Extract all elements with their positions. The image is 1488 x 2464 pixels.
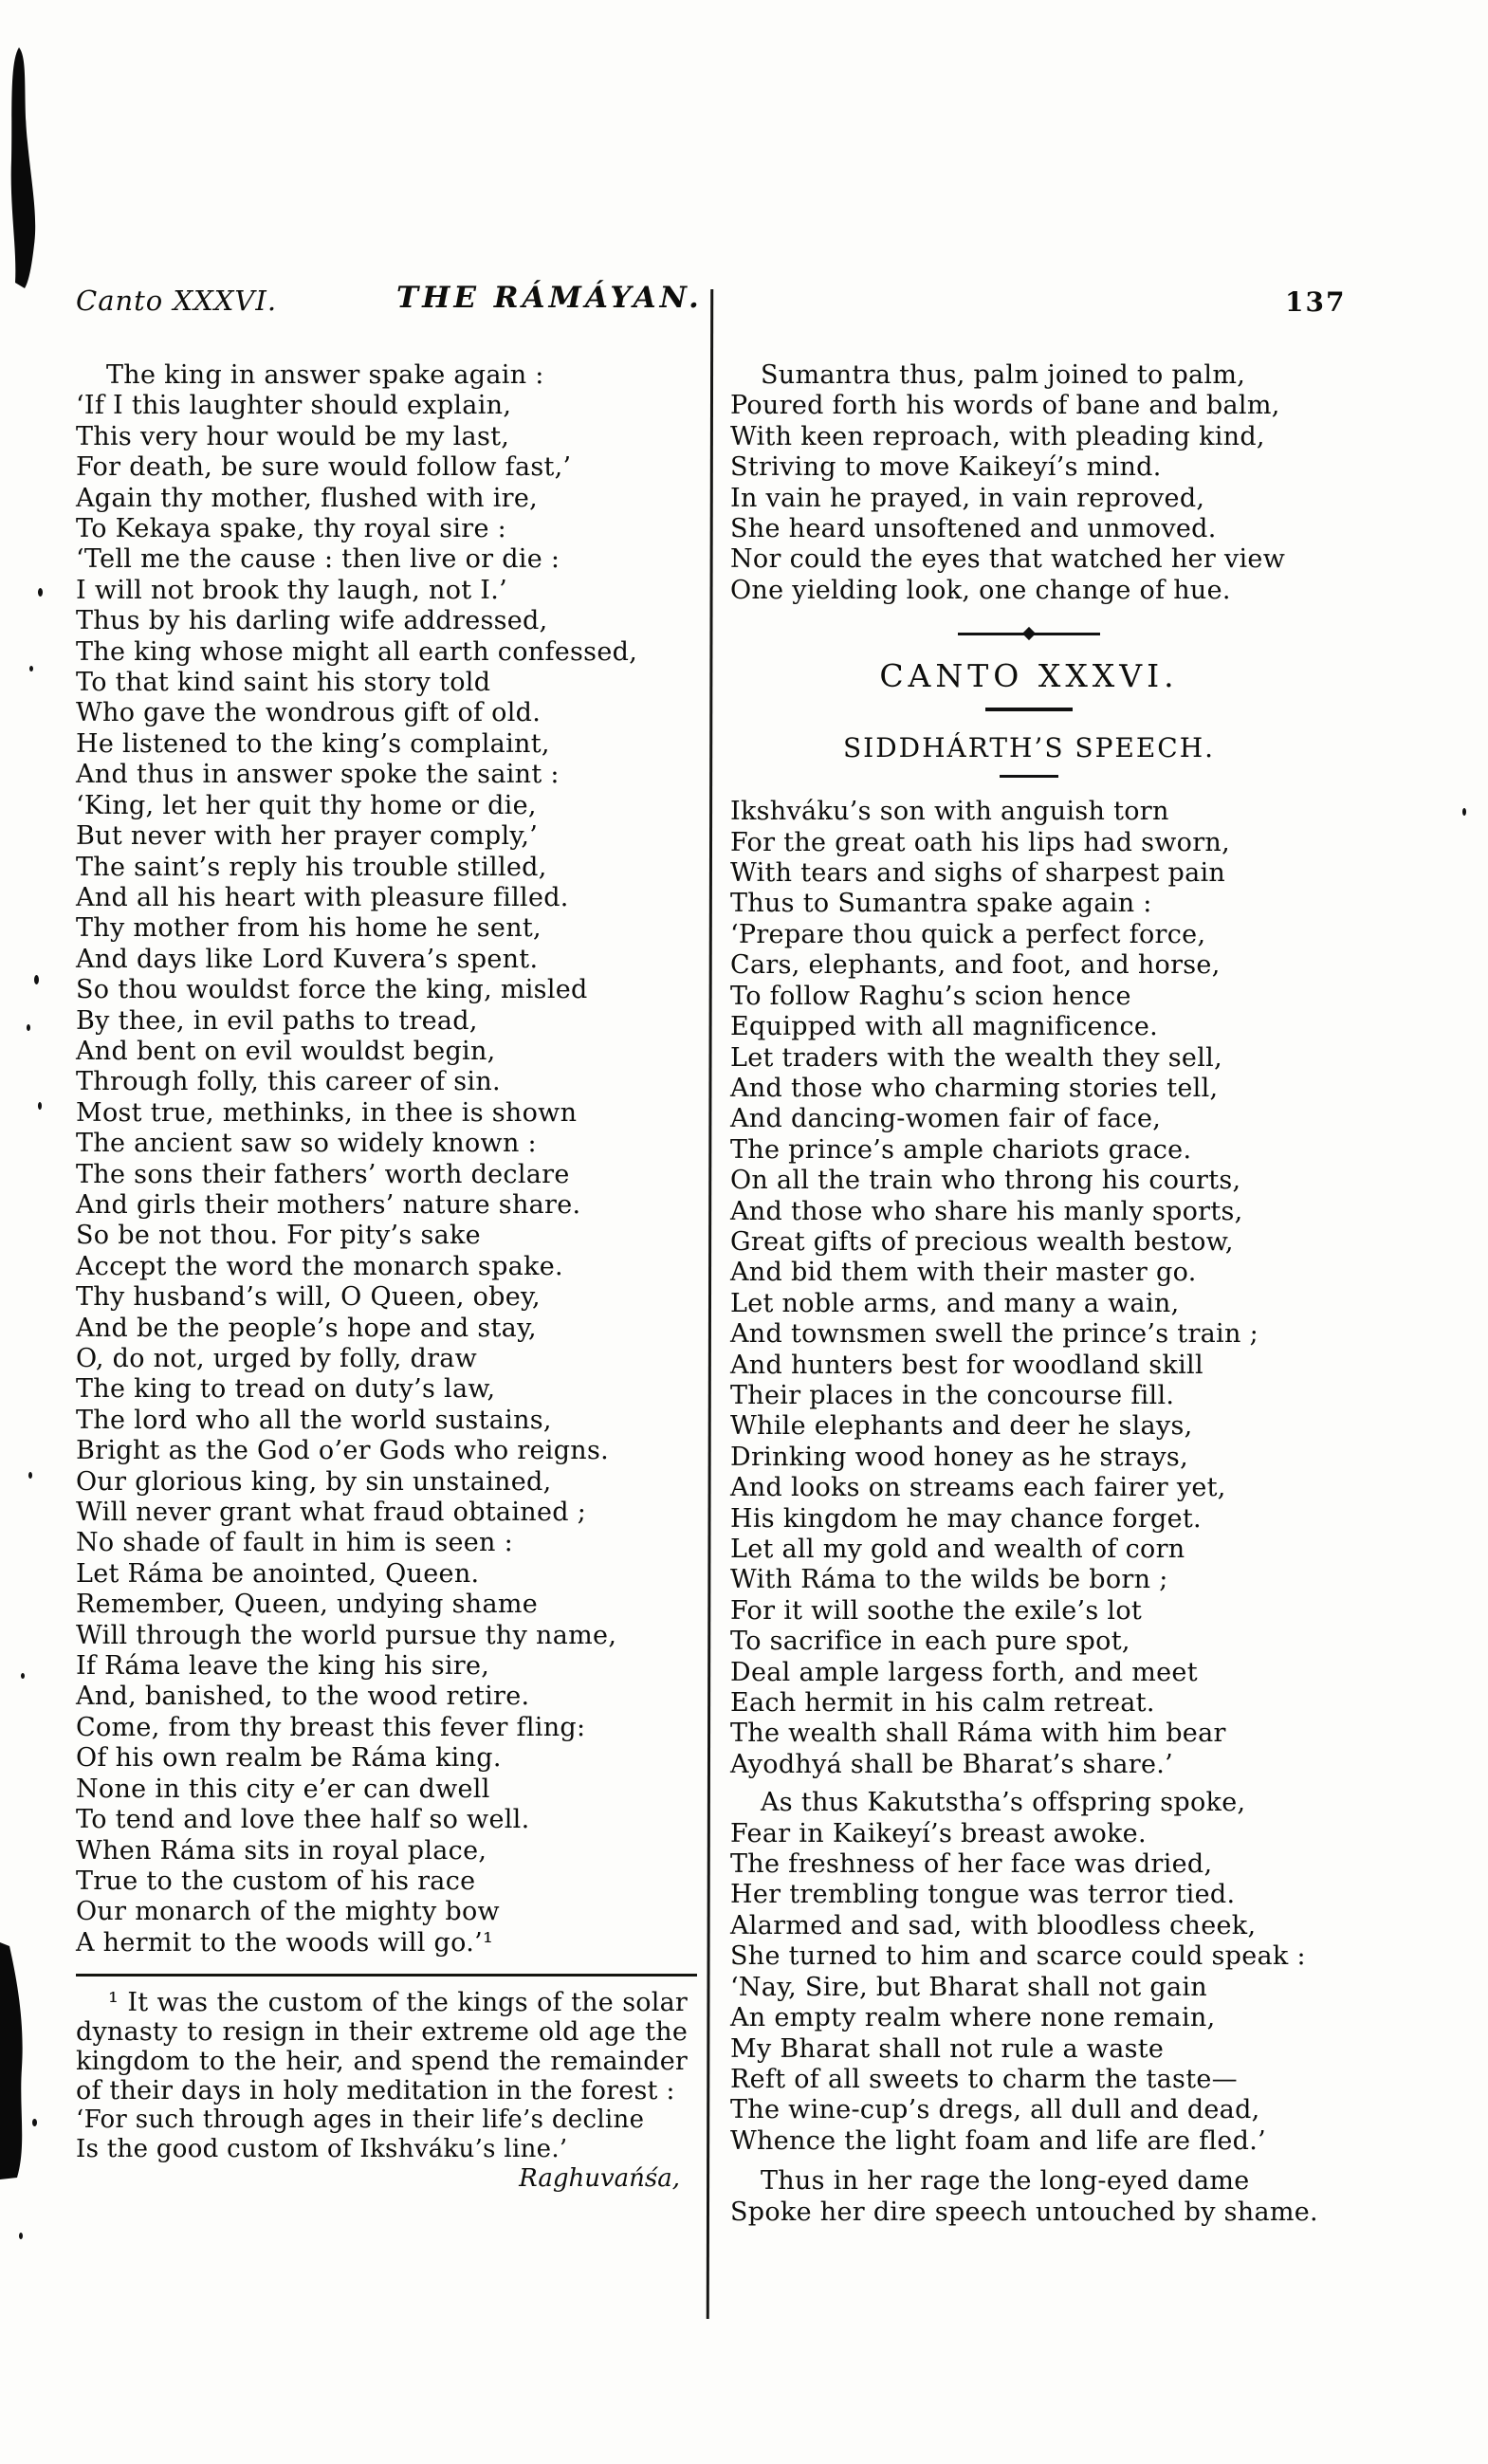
- verse-line: None in this city e’er can dwell: [76, 1774, 490, 1804]
- ink-speck: [38, 588, 43, 597]
- speech-poem: [730, 797, 1328, 1780]
- verse-line: This very hour would be my last,: [76, 421, 510, 451]
- verse-line: And all his heart with pleasure filled.: [76, 882, 569, 912]
- verse-line: Equipped with all magnificence.: [730, 1012, 1159, 1042]
- ink-speck: [1462, 808, 1466, 816]
- footnote-verse: [76, 2105, 707, 2164]
- verse-line: To sacrifice in each pure spot,: [730, 1627, 1130, 1657]
- verse-line: ‘King, let her quit thy home or die,: [76, 790, 537, 820]
- verse-line: With tears and sighs of sharpest pain: [730, 858, 1226, 889]
- verse-line: When Ráma sits in royal place,: [76, 1835, 487, 1866]
- right-column: [730, 360, 1328, 2228]
- verse-line: ‘For such through ages in their life’s decline: [76, 2105, 645, 2135]
- verse-line: The wine-cup’s dregs, all dull and dead,: [730, 2095, 1260, 2125]
- ornament-diamond: [1022, 627, 1036, 640]
- verse-line: Great gifts of precious wealth bestow,: [730, 1226, 1234, 1257]
- verse-line: For death, be sure would follow fast,’: [76, 452, 572, 483]
- verse-line: So be not thou. For pity’s sake: [76, 1221, 481, 1251]
- verse-line: And looks on streams each fairer yet,: [730, 1473, 1226, 1503]
- canto-heading: CANTO XXXVI.: [879, 657, 1179, 695]
- verse-line: The lord who all the world sustains,: [76, 1405, 552, 1435]
- verse-line: Our monarch of the mighty bow: [76, 1897, 500, 1927]
- verse-line: Spoke her dire speech untouched by shame.: [730, 2197, 1318, 2227]
- verse-line: Let all my gold and wealth of corn: [730, 1535, 1185, 1564]
- verse-line: Accept the word the monarch spake.: [76, 1251, 563, 1281]
- verse-line: Fear in Kaikeyí’s breast awoke.: [730, 1818, 1147, 1848]
- verse-line: To Kekaya spake, thy royal sire :: [76, 514, 507, 544]
- verse-line: And girls their mothers’ nature share.: [76, 1189, 581, 1220]
- verse-line: Alarmed and sad, with bloodless cheek,: [730, 1910, 1257, 1940]
- verse-line: While elephants and deer he slays,: [730, 1411, 1193, 1442]
- verse-line: Thus by his darling wife addressed,: [76, 606, 548, 636]
- verse-line: True to the custom of his race: [76, 1866, 476, 1896]
- verse-line: Let traders with the wealth they sell,: [730, 1042, 1222, 1073]
- verse-line: With keen reproach, with pleading kind,: [730, 421, 1265, 451]
- verse-line: Deal ample largess forth, and meet: [730, 1657, 1198, 1687]
- footnote-paragraph: ¹ It was the custom of the kings of the solar dynasty to resign in their extreme old age the kingdom to the heir, and spend the remainder of their days in holy meditation in the forest :: [76, 1988, 688, 2106]
- header-canto-label: Canto XXXVI.: [76, 285, 278, 317]
- verse-line: To that kind saint his story told: [76, 668, 491, 698]
- footnote-attribution: Raghuvańśa,: [519, 2164, 680, 2194]
- verse-line: And thus in answer spoke the saint :: [76, 760, 560, 790]
- verse-line: On all the train who throng his courts,: [730, 1166, 1241, 1196]
- verse-line: Their places in the concourse fill.: [730, 1380, 1175, 1410]
- verse-line: For the great oath his lips had sworn,: [730, 827, 1230, 857]
- verse-line: And hunters best for woodland skill: [730, 1350, 1203, 1380]
- verse-line: Cars, elephants, and foot, and horse,: [730, 950, 1221, 981]
- verse-line: And those who share his manly sports,: [730, 1196, 1243, 1226]
- verse-line: Bright as the God o’er Gods who reigns.: [76, 1436, 610, 1466]
- verse-line: And townsmen swell the prince’s train ;: [730, 1319, 1258, 1350]
- verse-line: Remember, Queen, undying shame: [76, 1590, 539, 1620]
- verse-line: She heard unsoftened and unmoved.: [730, 514, 1217, 544]
- verse-line: Thy husband’s will, O Queen, obey,: [76, 1282, 541, 1313]
- verse-line: Striving to move Kaikeyí’s mind.: [730, 452, 1162, 483]
- ink-speck: [19, 2233, 23, 2239]
- verse-line: Thy mother from his home he sent,: [76, 913, 542, 944]
- verse-line: The prince’s ample chariots grace.: [730, 1134, 1192, 1165]
- scan-artifact-bottom-left: [0, 1942, 40, 2179]
- ink-speck: [34, 975, 39, 984]
- verse-line: To follow Raghu’s scion hence: [730, 981, 1131, 1011]
- ink-speck: [21, 1673, 25, 1679]
- verse-line: The ancient saw so widely known :: [76, 1129, 537, 1159]
- verse-line: Will never grant what fraud obtained ;: [76, 1498, 587, 1528]
- verse-line: And those who charming stories tell,: [730, 1073, 1219, 1103]
- verse-line: Ayodhyá shall be Bharat’s share.’: [730, 1749, 1174, 1779]
- verse-line: The king to tread on duty’s law,: [76, 1374, 496, 1405]
- verse-line: Is the good custom of Ikshváku’s line.’: [76, 2135, 568, 2164]
- scan-artifact-top-left: [4, 46, 53, 292]
- verse-line: Of his own realm be Ráma king.: [76, 1743, 502, 1774]
- verse-line: And bid them with their master go.: [730, 1258, 1197, 1288]
- ink-speck: [27, 1024, 30, 1031]
- verse-line: Through folly, this career of sin.: [76, 1067, 501, 1097]
- verse-line: ‘If I this laughter should explain,: [76, 391, 512, 421]
- verse-line: And bent on evil wouldst begin,: [76, 1036, 496, 1066]
- verse-line: Poured forth his words of bane and balm,: [730, 391, 1280, 421]
- verse-line: By thee, in evil paths to tread,: [76, 1005, 478, 1036]
- speech-heading: SIDDHÁRTH’S SPEECH.: [842, 732, 1216, 764]
- verse-line: And dancing-women fair of face,: [730, 1104, 1162, 1134]
- verse-line: He listened to the king’s complaint,: [76, 728, 550, 759]
- verse-line: The king in answer spake again :: [106, 360, 544, 390]
- verse-line: Thus to Sumantra spake again :: [730, 889, 1152, 919]
- verse-line: With Ráma to the wilds be born ;: [730, 1565, 1168, 1595]
- verse-line: One yielding look, one change of hue.: [730, 575, 1231, 605]
- verse-line: Nor could the eyes that watched her view: [730, 544, 1286, 575]
- verse-line: Let noble arms, and many a wain,: [730, 1288, 1180, 1318]
- verse-line: Our glorious king, by sin unstained,: [76, 1466, 552, 1497]
- footnote-rule: [76, 1974, 697, 1977]
- speech-heading-rule: [1000, 775, 1058, 778]
- verse-line: The freshness of her face was dried,: [730, 1849, 1213, 1880]
- left-poem: [76, 360, 707, 1958]
- canto-heading-rule: [985, 708, 1073, 711]
- verse-line: As thus Kakutstha’s offspring spoke,: [761, 1788, 1246, 1818]
- verse-line: Again thy mother, flushed with ire,: [76, 483, 539, 513]
- header-book-title: THE RÁMÁYAN.: [396, 281, 703, 315]
- ink-speck: [32, 2119, 37, 2126]
- ink-speck: [28, 1472, 32, 1479]
- verse-line: O, do not, urged by folly, draw: [76, 1344, 478, 1373]
- verse-line: So thou wouldst force the king, misled: [76, 975, 588, 1005]
- ink-speck: [29, 666, 33, 671]
- verse-line: To tend and love thee half so well.: [76, 1805, 530, 1835]
- verse-line: I will not brook thy laugh, not I.’: [76, 575, 508, 605]
- verse-line: Who gave the wondrous gift of old.: [76, 698, 542, 728]
- verse-line: Will through the world pursue thy name,: [76, 1620, 617, 1650]
- left-column: [76, 360, 707, 2194]
- verse-line: And days like Lord Kuvera’s spent.: [76, 944, 539, 974]
- verse-line: Whence the light foam and life are fled.’: [730, 2125, 1266, 2156]
- verse-line: Sumantra thus, palm joined to palm,: [761, 360, 1246, 390]
- ink-speck: [38, 1102, 42, 1110]
- verse-line: His kingdom he may chance forget.: [730, 1503, 1202, 1534]
- right-opening-poem: [730, 360, 1328, 606]
- page-number: 137: [1285, 286, 1347, 318]
- verse-line: Ikshváku’s son with anguish torn: [730, 797, 1169, 827]
- reaction-poem: [730, 1788, 1328, 2157]
- column-divider-rule: [707, 289, 713, 2319]
- verse-line: Most true, methinks, in thee is shown: [76, 1097, 578, 1128]
- verse-line: No shade of fault in him is seen :: [76, 1528, 513, 1558]
- verse-line: My Bharat shall not rule a waste: [730, 2033, 1165, 2064]
- verse-line: A hermit to the woods will go.’¹: [76, 1927, 494, 1958]
- verse-line: Thus in her rage the long-eyed dame: [761, 2166, 1250, 2197]
- verse-line: ‘Tell me the cause : then live or die :: [76, 544, 560, 575]
- verse-line: ‘Nay, Sire, but Bharat shall not gain: [730, 1972, 1207, 2002]
- verse-line: Her trembling tongue was terror tied.: [730, 1880, 1236, 1910]
- verse-line: ‘Prepare thou quick a perfect force,: [730, 919, 1206, 949]
- verse-line: If Ráma leave the king his sire,: [76, 1651, 490, 1682]
- verse-line: The sons their fathers’ worth declare: [76, 1159, 570, 1189]
- verse-line: But never with her prayer comply,’: [76, 821, 539, 852]
- verse-line: Come, from thy breast this fever fling:: [76, 1712, 586, 1742]
- closing-poem: [730, 2166, 1328, 2228]
- verse-line: Drinking wood honey as he strays,: [730, 1442, 1188, 1472]
- verse-line: An empty realm where none remain,: [730, 2003, 1216, 2033]
- verse-line: The king whose might all earth confessed,: [76, 636, 638, 667]
- verse-line: And, banished, to the wood retire.: [76, 1682, 530, 1712]
- verse-line: The saint’s reply his trouble stilled,: [76, 852, 547, 882]
- verse-line: For it will soothe the exile’s lot: [730, 1595, 1143, 1626]
- verse-line: The wealth shall Ráma with him bear: [730, 1719, 1226, 1749]
- verse-line: Let Ráma be anointed, Queen.: [76, 1558, 480, 1589]
- verse-line: And be the people’s hope and stay,: [76, 1313, 537, 1343]
- verse-line: She turned to him and scarce could speak :: [730, 1941, 1306, 1972]
- section-divider-ornament: [958, 629, 1100, 638]
- verse-line: Reft of all sweets to charm the taste—: [730, 2064, 1238, 2094]
- verse-line: In vain he prayed, in vain reproved,: [730, 483, 1205, 513]
- verse-line: Each hermit in his calm retreat.: [730, 1688, 1155, 1719]
